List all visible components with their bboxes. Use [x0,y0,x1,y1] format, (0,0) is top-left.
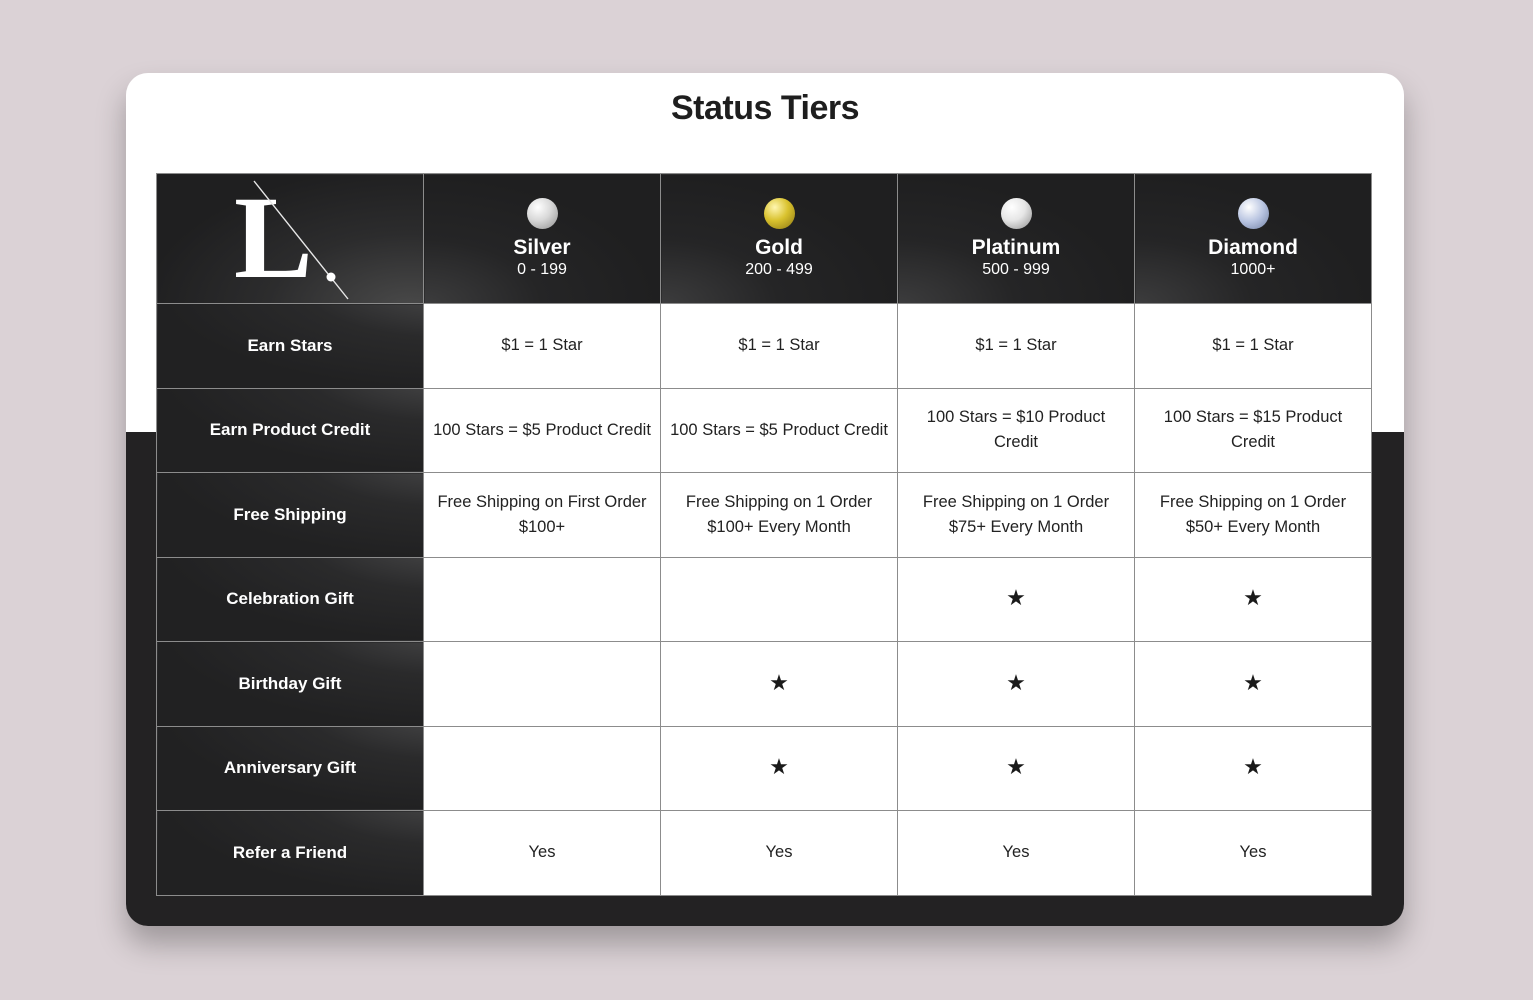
benefit-value: 100 Stars = $10 Product Credit [926,408,1106,452]
benefit-cell-gold [661,388,898,473]
benefit-value: Free Shipping on 1 Order $100+ Every Month [685,492,873,536]
benefit-cell-platinum [898,473,1135,558]
benefit-cell-platinum [898,557,1135,642]
tier-range: 500 - 999 [982,260,1050,278]
star-icon: ★ [1243,585,1263,611]
benefit-row [157,811,1372,896]
benefit-cell-platinum [898,304,1135,389]
benefit-cell-gold [661,726,898,811]
benefit-cell-platinum [898,811,1135,896]
benefit-label: Free Shipping [157,473,424,558]
benefit-label: Refer a Friend [157,811,424,896]
benefit-cell-diamond [1135,811,1372,896]
benefit-cell-gold [661,304,898,389]
benefit-label: Earn Stars [157,304,424,389]
benefit-cell-diamond [1135,388,1372,473]
diamond-medal-icon [1238,198,1269,229]
star-icon: ★ [769,669,789,695]
benefit-value: Yes [1002,843,1030,862]
benefit-value: $1 = 1 Star [738,336,820,355]
tier-header-diamond [1135,174,1372,304]
star-icon: ★ [1243,669,1263,695]
benefit-cell-platinum [898,726,1135,811]
benefit-cell-silver [424,557,661,642]
benefit-value: $1 = 1 Star [1212,336,1294,355]
benefit-row [157,726,1372,811]
tiers-table [156,173,1372,896]
benefit-cell-platinum [898,642,1135,727]
benefit-cell-gold [661,473,898,558]
benefit-cell-silver [424,642,661,727]
benefit-value: Yes [528,843,556,862]
benefit-cell-silver [424,473,661,558]
tier-range: 200 - 499 [745,260,813,278]
tier-benefits [157,304,1372,896]
tier-range: 0 - 199 [517,260,567,278]
star-icon: ★ [1006,754,1026,780]
benefit-row [157,304,1372,389]
benefit-row [157,557,1372,642]
benefit-cell-silver [424,304,661,389]
benefit-cell-diamond [1135,642,1372,727]
benefit-cell-silver [424,388,661,473]
benefit-label: Earn Product Credit [157,388,424,473]
tier-name: Silver [513,235,571,259]
benefit-value: 100 Stars = $5 Product Credit [433,420,651,439]
benefit-value: $1 = 1 Star [501,336,583,355]
benefit-cell-gold [661,811,898,896]
page-title: Status Tiers [670,89,859,127]
star-icon: ★ [1006,585,1026,611]
star-icon: ★ [1243,754,1263,780]
tier-header-platinum [898,174,1135,304]
benefit-cell-platinum [898,388,1135,473]
benefit-cell-diamond [1135,473,1372,558]
logo-letter: L [234,176,313,301]
benefit-cell-silver [424,811,661,896]
benefit-value: Free Shipping on First Order $100+ [437,492,647,536]
tier-header-silver [424,174,661,304]
benefit-label: Anniversary Gift [157,726,424,811]
benefit-cell-silver [424,726,661,811]
brand-logo [220,177,360,301]
benefit-cell-gold [661,557,898,642]
star-icon: ★ [769,754,789,780]
tier-name: Gold [755,235,803,259]
benefit-label: Birthday Gift [157,642,424,727]
benefit-cell-gold [661,642,898,727]
tier-name: Platinum [971,235,1061,259]
benefit-cell-diamond [1135,726,1372,811]
tier-name: Diamond [1208,235,1298,259]
benefit-row [157,388,1372,473]
tier-range: 1000+ [1230,260,1276,278]
benefit-value: 100 Stars = $15 Product Credit [1163,408,1343,452]
tier-header-gold [661,174,898,304]
benefit-value: Free Shipping on 1 Order $75+ Every Month [922,492,1110,536]
header-row [157,174,1372,304]
status-tiers-card [126,73,1404,926]
benefit-cell-diamond [1135,304,1372,389]
benefit-value: Free Shipping on 1 Order $50+ Every Month [1159,492,1347,536]
benefit-row [157,642,1372,727]
logo-cell [157,174,424,304]
star-icon: ★ [1006,669,1026,695]
silver-medal-icon [527,198,558,229]
platinum-medal-icon [1001,198,1032,229]
gold-medal-icon [764,198,795,229]
benefit-value: $1 = 1 Star [975,336,1057,355]
benefit-value: Yes [765,843,793,862]
benefit-value: Yes [1239,843,1267,862]
benefit-label: Celebration Gift [157,557,424,642]
benefit-row [157,473,1372,558]
benefit-value: 100 Stars = $5 Product Credit [670,420,888,439]
benefit-cell-diamond [1135,557,1372,642]
